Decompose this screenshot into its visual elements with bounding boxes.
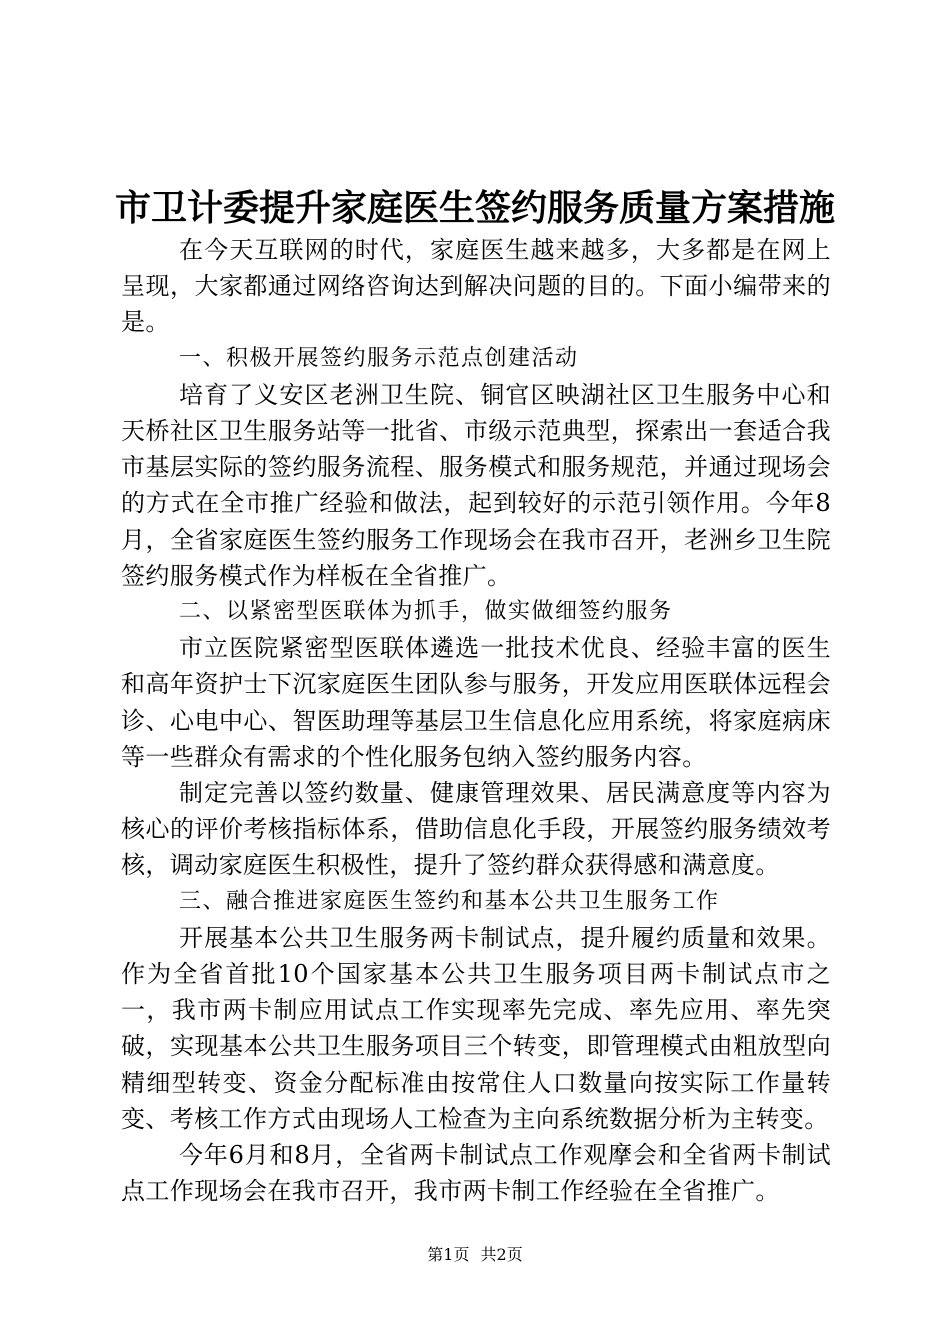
paragraph: 制定完善以签约数量、健康管理效果、居民满意度等内容为核心的评价考核指标体系，借助信息化手段，开展签约服务绩效考核，调动家庭医生积极性，提升了签约群众获得感和满意度。 — [121, 779, 831, 880]
page-number: 第1页 — [427, 1245, 470, 1264]
page-footer — [0, 1244, 950, 1266]
paragraph: 在今天互联网的时代，家庭医生越来越多，大多都是在网上呈现，大家都通过网络咨询达到解决问题的目的。下面小编带来的是。 — [121, 236, 831, 337]
section-heading: 二、以紧密型医联体为抓手，做实做细签约服务 — [179, 599, 673, 625]
paragraph: 开展基本公共卫生服务两卡制试点，提升履约质量和效果。作为全省首批10个国家基本公共卫生服务项目两卡制试点市之一，我市两卡制应用试点工作实现率先完成、率先应用、率先突破，实现基本公共卫生服务项目三个转变，即管理模式由粗放型向精细型转变、资金分配标准由按常住人口数量向按实际工作量转变、考核工作方式由现场人工检查为主向系统数据分析为主转变。 — [121, 923, 831, 1133]
document-title: 市卫计委提升家庭医生签约服务质量方案措施 — [114, 187, 835, 229]
page-total: 共2页 — [480, 1245, 523, 1264]
paragraph: 市立医院紧密型医联体遴选一批技术优良、经验丰富的医生和高年资护士下沉家庭医生团队参与服务，开发应用医联体远程会诊、心电中心、智医助理等基层卫生信息化应用系统，将家庭病床等一些群众有需求的个性化服务包纳入签约服务内容。 — [121, 634, 831, 771]
document-body — [121, 232, 831, 1209]
paragraph: 今年6月和8月，全省两卡制试点工作观摩会和全省两卡制试点工作现场会在我市召开，我市两卡制工作经验在全省推广。 — [121, 1141, 831, 1206]
section-heading: 一、积极开展签约服务示范点创建活动 — [179, 345, 579, 371]
paragraph: 培育了义安区老洲卫生院、铜官区映湖社区卫生服务中心和天桥社区卫生服务站等一批省、市级示范典型，探索出一套适合我市基层实际的签约服务流程、服务模式和服务规范，并通过现场会的方式在全市推广经验和做法，起到较好的示范引领作用。今年8月，全省家庭医生签约服务工作现场会在我市召开，老洲乡卫生院签约服务模式作为样板在全省推广。 — [121, 380, 831, 590]
section-heading: 三、融合推进家庭医生签约和基本公共卫生服务工作 — [179, 888, 720, 914]
